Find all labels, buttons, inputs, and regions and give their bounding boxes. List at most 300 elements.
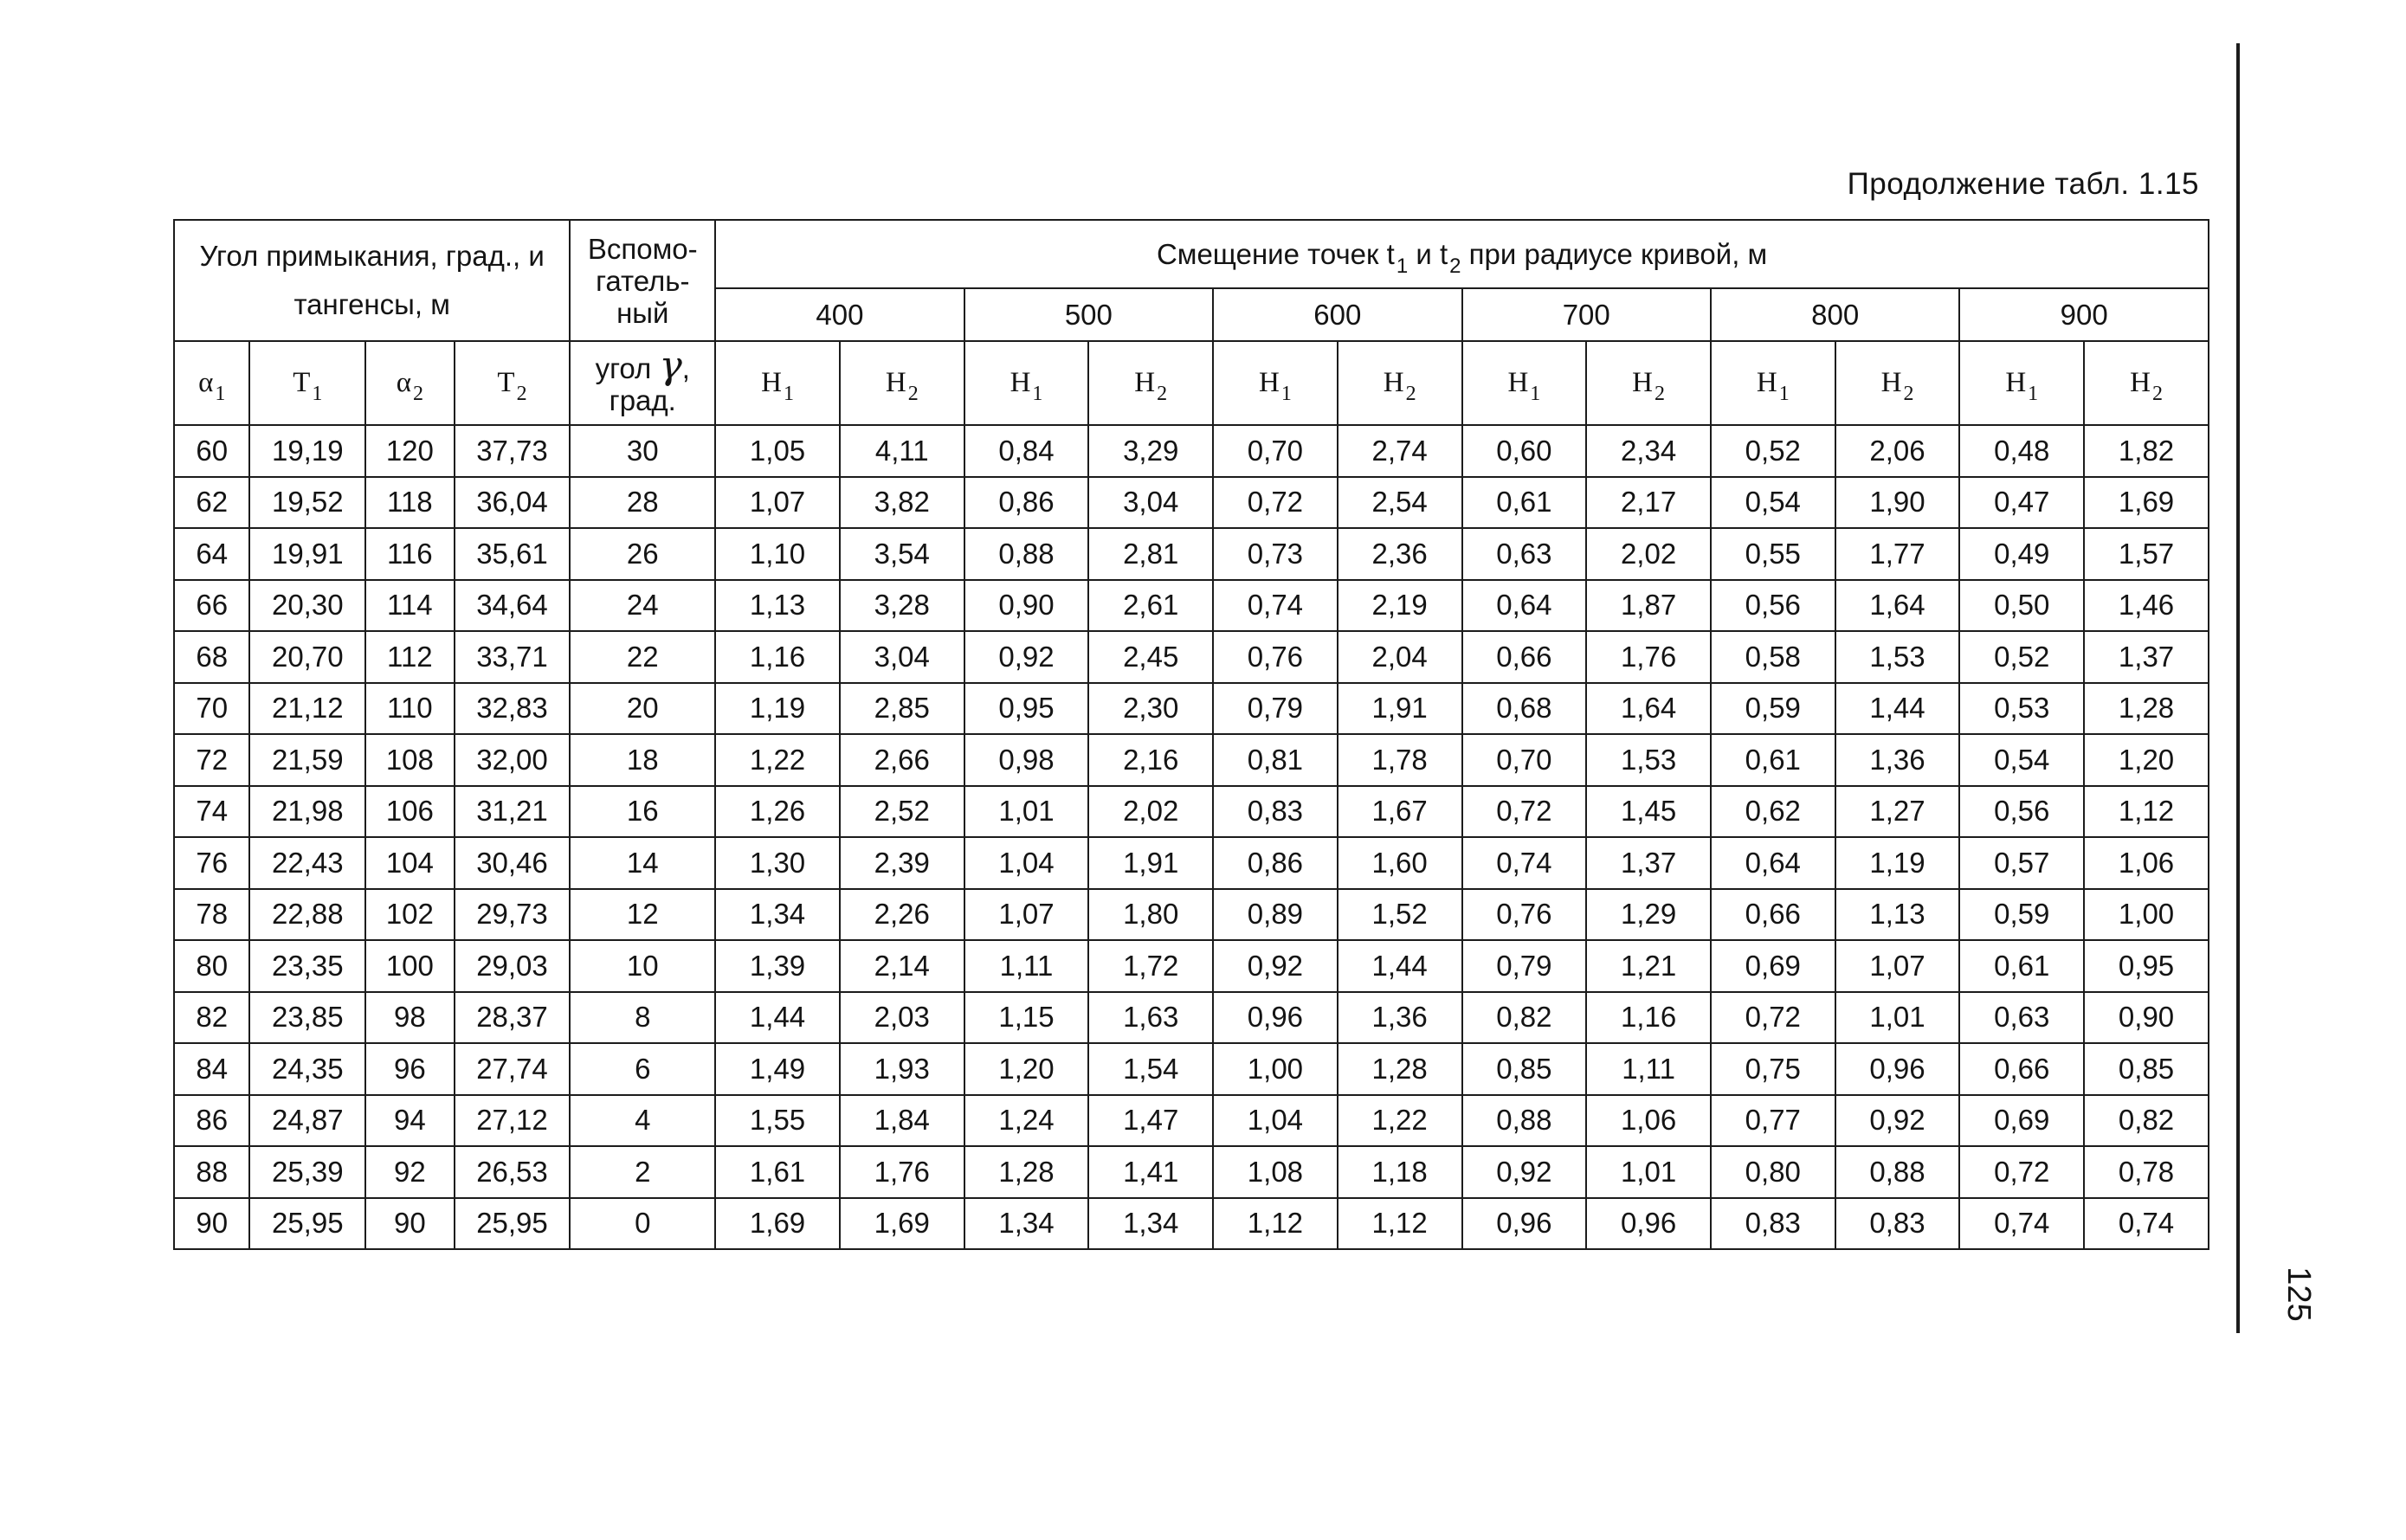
table-cell: 0,84	[964, 425, 1089, 477]
table-cell: 1,15	[964, 992, 1089, 1044]
table-cell: 0,92	[1835, 1095, 1960, 1147]
table-cell: 74	[174, 786, 249, 838]
table-cell: 0,79	[1213, 683, 1338, 735]
table-cell: 0,59	[1959, 889, 2084, 941]
table-cell: 3,28	[840, 580, 964, 632]
table-cell: 108	[365, 734, 455, 786]
table-cell: 1,90	[1835, 477, 1960, 529]
table-cell: 19,19	[249, 425, 365, 477]
table-cell: 1,12	[1338, 1198, 1462, 1250]
table-cell: 0,85	[2084, 1043, 2209, 1095]
table-cell: 26	[570, 528, 715, 580]
table-cell: 21,12	[249, 683, 365, 735]
table-row	[174, 940, 2209, 992]
table-cell: 0,81	[1213, 734, 1338, 786]
table-cell: 1,52	[1338, 889, 1462, 941]
table-cell: 1,34	[715, 889, 840, 941]
table-cell: 24,87	[249, 1095, 365, 1147]
table-cell: 0,52	[1959, 631, 2084, 683]
table-cell: 1,28	[964, 1146, 1089, 1198]
table-cell: 23,35	[249, 940, 365, 992]
table-cell: 1,47	[1088, 1095, 1213, 1147]
table-cell: 1,36	[1835, 734, 1960, 786]
table-cell: 1,44	[715, 992, 840, 1044]
table-cell: 20	[570, 683, 715, 735]
col-h2-r400: $H_2$	[840, 341, 964, 425]
table-cell: 116	[365, 528, 455, 580]
table-cell: 1,07	[1835, 940, 1960, 992]
table-cell: 1,55	[715, 1095, 840, 1147]
table-cell: 0,69	[1711, 940, 1835, 992]
table-cell: 19,91	[249, 528, 365, 580]
table-cell: 0,64	[1711, 837, 1835, 889]
table-cell: 2,74	[1338, 425, 1462, 477]
table-cell: 0,92	[1213, 940, 1338, 992]
table-cell: 0,80	[1711, 1146, 1835, 1198]
col-h1-r500: $H_1$	[964, 341, 1089, 425]
radius-header: 800	[1711, 288, 1959, 341]
table-cell: 33,71	[455, 631, 571, 683]
table-cell: 1,41	[1088, 1146, 1213, 1198]
table-cell: 0,72	[1959, 1146, 2084, 1198]
table-cell: 82	[174, 992, 249, 1044]
table-cell: 86	[174, 1095, 249, 1147]
table-cell: 21,59	[249, 734, 365, 786]
table-cell: 32,83	[455, 683, 571, 735]
table-cell: 30	[570, 425, 715, 477]
radius-header: 900	[1959, 288, 2209, 341]
col-h1-r900: $H_1$	[1959, 341, 2084, 425]
gamma-symbol: γ	[659, 344, 682, 388]
table-row	[174, 477, 2209, 529]
table-cell: 0,52	[1711, 425, 1835, 477]
table-cell: 2,04	[1338, 631, 1462, 683]
table-cell: 106	[365, 786, 455, 838]
table-cell: 0,66	[1462, 631, 1587, 683]
table-cell: 0,85	[1462, 1043, 1587, 1095]
table-row	[174, 734, 2209, 786]
table-cell: 23,85	[249, 992, 365, 1044]
table-cell: 0,96	[1213, 992, 1338, 1044]
table-cell: 62	[174, 477, 249, 529]
col-h1-r600: $H_1$	[1213, 341, 1338, 425]
table-cell: 0,95	[964, 683, 1089, 735]
shift-title-b: при радиусе кривой, м	[1468, 237, 1768, 270]
table-cell: 1,53	[1586, 734, 1711, 786]
table-cell: 28,37	[455, 992, 571, 1044]
table-cell: 1,00	[2084, 889, 2209, 941]
table-cell: 1,12	[1213, 1198, 1338, 1250]
table-cell: 1,18	[1338, 1146, 1462, 1198]
col-h2-r600: $H_2$	[1338, 341, 1462, 425]
radius-header: 700	[1462, 288, 1711, 341]
table-row	[174, 528, 2209, 580]
table-cell: 16	[570, 786, 715, 838]
table-cell: 3,04	[1088, 477, 1213, 529]
table-cell: 27,12	[455, 1095, 571, 1147]
table-header	[174, 220, 2209, 425]
radius-header: 500	[964, 288, 1213, 341]
table-cell: 1,84	[840, 1095, 964, 1147]
table-cell: 0,83	[1835, 1198, 1960, 1250]
table-cell: 2,54	[1338, 477, 1462, 529]
table-cell: 1,87	[1586, 580, 1711, 632]
table-cell: 90	[365, 1198, 455, 1250]
col-alpha2: $\alpha_2$	[365, 341, 455, 425]
table-cell: 1,37	[1586, 837, 1711, 889]
table-row	[174, 425, 2209, 477]
table-cell: 0,66	[1711, 889, 1835, 941]
table-cell: 0,79	[1462, 940, 1587, 992]
table-cell: 0,62	[1711, 786, 1835, 838]
table-cell: 1,76	[1586, 631, 1711, 683]
table-cell: 22,43	[249, 837, 365, 889]
table-cell: 18	[570, 734, 715, 786]
table-cell: 1,01	[1835, 992, 1960, 1044]
table-cell: 2,17	[1586, 477, 1711, 529]
shift-and: и	[1416, 237, 1432, 270]
table-row	[174, 1043, 2209, 1095]
table-cell: 0,77	[1711, 1095, 1835, 1147]
table-cell: 1,34	[964, 1198, 1089, 1250]
table-cell: 0,69	[1959, 1095, 2084, 1147]
table-cell: 0,86	[964, 477, 1089, 529]
table-cell: 1,27	[1835, 786, 1960, 838]
table-cell: 1,49	[715, 1043, 840, 1095]
radius-header: 400	[715, 288, 964, 341]
table-cell: 1,10	[715, 528, 840, 580]
table-cell: 0,68	[1462, 683, 1587, 735]
table-cell: 76	[174, 837, 249, 889]
table-cell: 0,60	[1462, 425, 1587, 477]
table-cell: 36,04	[455, 477, 571, 529]
table-cell: 28	[570, 477, 715, 529]
col-h2-r500: $H_2$	[1088, 341, 1213, 425]
table-cell: 1,60	[1338, 837, 1462, 889]
table-cell: 0,98	[964, 734, 1089, 786]
table-cell: 19,52	[249, 477, 365, 529]
table-cell: 1,77	[1835, 528, 1960, 580]
shift-t2: $t_2$	[1439, 237, 1461, 278]
radius-header: 600	[1213, 288, 1461, 341]
table-cell: 24	[570, 580, 715, 632]
table-cell: 30,46	[455, 837, 571, 889]
table-cell: 1,07	[715, 477, 840, 529]
table-cell: 1,93	[840, 1043, 964, 1095]
table-cell: 1,69	[715, 1198, 840, 1250]
table-cell: 0,50	[1959, 580, 2084, 632]
table-cell: 1,01	[1586, 1146, 1711, 1198]
table-cell: 2,34	[1586, 425, 1711, 477]
table-cell: 0,92	[964, 631, 1089, 683]
table-cell: 1,22	[715, 734, 840, 786]
table-cell: 2,14	[840, 940, 964, 992]
table-cell: 100	[365, 940, 455, 992]
table-cell: 2,06	[1835, 425, 1960, 477]
table-cell: 1,29	[1586, 889, 1711, 941]
table-cell: 1,06	[1586, 1095, 1711, 1147]
table-cell: 1,11	[964, 940, 1089, 992]
table-cell: 1,37	[2084, 631, 2209, 683]
table-cell: 88	[174, 1146, 249, 1198]
table-cell: 1,67	[1338, 786, 1462, 838]
table-cell: 1,11	[1586, 1043, 1711, 1095]
table-cell: 1,26	[715, 786, 840, 838]
table-cell: 1,30	[715, 837, 840, 889]
table-cell: 2,02	[1586, 528, 1711, 580]
table-cell: 4	[570, 1095, 715, 1147]
table-cell: 2,30	[1088, 683, 1213, 735]
table-cell: 0,72	[1711, 992, 1835, 1044]
table-cell: 0,78	[2084, 1146, 2209, 1198]
col-h1-r800: $H_1$	[1711, 341, 1835, 425]
table-cell: 29,73	[455, 889, 571, 941]
table-cell: 1,22	[1338, 1095, 1462, 1147]
table-cell: 64	[174, 528, 249, 580]
page-number: 125	[2280, 1266, 2317, 1322]
table-cell: 1,20	[2084, 734, 2209, 786]
table-cell: 0,61	[1959, 940, 2084, 992]
table-cell: 3,54	[840, 528, 964, 580]
table-cell: 90	[174, 1198, 249, 1250]
table-row	[174, 992, 2209, 1044]
table-cell: 25,95	[455, 1198, 571, 1250]
table-cell: 1,44	[1835, 683, 1960, 735]
col-alpha1: $\alpha_1$	[174, 341, 249, 425]
table-cell: 3,29	[1088, 425, 1213, 477]
table-cell: 0,96	[1462, 1198, 1587, 1250]
table-cell: 0,82	[2084, 1095, 2209, 1147]
table-body	[174, 425, 2209, 1249]
table-cell: 0,61	[1711, 734, 1835, 786]
table-cell: 34,64	[455, 580, 571, 632]
table-cell: 1,07	[964, 889, 1089, 941]
table-row	[174, 580, 2209, 632]
table-cell: 0,82	[1462, 992, 1587, 1044]
table-cell: 0,83	[1711, 1198, 1835, 1250]
table-cell: 1,54	[1088, 1043, 1213, 1095]
table-cell: 1,19	[1835, 837, 1960, 889]
table-cell: 118	[365, 477, 455, 529]
angle-tangent-header: Угол примыкания, град., и тангенсы, м	[174, 220, 570, 341]
table-cell: 0,64	[1462, 580, 1587, 632]
table-cell: 32,00	[455, 734, 571, 786]
table-cell: 1,06	[2084, 837, 2209, 889]
table-cell: 2,45	[1088, 631, 1213, 683]
table-cell: 20,70	[249, 631, 365, 683]
table-cell: 0,47	[1959, 477, 2084, 529]
table-row	[174, 1095, 2209, 1147]
table-cell: 0,89	[1213, 889, 1338, 941]
table-cell: 72	[174, 734, 249, 786]
table-cell: 1,34	[1088, 1198, 1213, 1250]
table-cell: 10	[570, 940, 715, 992]
table-row	[174, 1198, 2209, 1250]
table-cell: 2,26	[840, 889, 964, 941]
table-cell: 0,54	[1711, 477, 1835, 529]
table-cell: 25,95	[249, 1198, 365, 1250]
table-cell: 1,19	[715, 683, 840, 735]
table-cell: 22	[570, 631, 715, 683]
table-cell: 6	[570, 1043, 715, 1095]
page-margin-rule	[2236, 43, 2240, 1333]
table-cell: 0,63	[1959, 992, 2084, 1044]
table-cell: 98	[365, 992, 455, 1044]
table-cell: 1,53	[1835, 631, 1960, 683]
table-cell: 0,96	[1835, 1043, 1960, 1095]
table-cell: 2,39	[840, 837, 964, 889]
table-cell: 2,81	[1088, 528, 1213, 580]
table-cell: 1,61	[715, 1146, 840, 1198]
table-cell: 84	[174, 1043, 249, 1095]
table-cell: 92	[365, 1146, 455, 1198]
table-cell: 2,16	[1088, 734, 1213, 786]
table-cell: 0,57	[1959, 837, 2084, 889]
table-cell: 94	[365, 1095, 455, 1147]
table-cell: 0,63	[1462, 528, 1587, 580]
col-t1: $T_1$	[249, 341, 365, 425]
table-cell: 1,44	[1338, 940, 1462, 992]
table-cell: 1,82	[2084, 425, 2209, 477]
table-cell: 1,46	[2084, 580, 2209, 632]
table-cell: 3,82	[840, 477, 964, 529]
table-cell: 1,69	[840, 1198, 964, 1250]
table-cell: 66	[174, 580, 249, 632]
table-cell: 0,76	[1213, 631, 1338, 683]
table-row	[174, 631, 2209, 683]
table-cell: 1,13	[1835, 889, 1960, 941]
aux-angle-header-top: Вспомо- гатель- ный	[570, 220, 715, 341]
table-cell: 1,76	[840, 1146, 964, 1198]
table-cell: 2,02	[1088, 786, 1213, 838]
table-cell: 2,52	[840, 786, 964, 838]
shift-header	[715, 220, 2209, 288]
table-cell: 3,04	[840, 631, 964, 683]
table-cell: 1,28	[1338, 1043, 1462, 1095]
table-cell: 78	[174, 889, 249, 941]
table-cell: 27,74	[455, 1043, 571, 1095]
table-cell: 0,96	[1586, 1198, 1711, 1250]
table-cell: 12	[570, 889, 715, 941]
table-cell: 1,04	[964, 837, 1089, 889]
table-cell: 0,88	[964, 528, 1089, 580]
table-cell: 4,11	[840, 425, 964, 477]
table-cell: 37,73	[455, 425, 571, 477]
table-cell: 24,35	[249, 1043, 365, 1095]
table-cell: 0	[570, 1198, 715, 1250]
table-caption: Продолжение табл. 1.15	[1847, 167, 2199, 201]
table-cell: 1,64	[1835, 580, 1960, 632]
table-cell: 2,66	[840, 734, 964, 786]
col-h1-r700: $H_1$	[1462, 341, 1587, 425]
table-cell: 8	[570, 992, 715, 1044]
table-cell: 2,03	[840, 992, 964, 1044]
table-cell: 25,39	[249, 1146, 365, 1198]
table-cell: 1,16	[715, 631, 840, 683]
table-cell: 20,30	[249, 580, 365, 632]
table-cell: 0,92	[1462, 1146, 1587, 1198]
table-cell: 1,01	[964, 786, 1089, 838]
table-row	[174, 683, 2209, 735]
table-cell: 0,90	[964, 580, 1089, 632]
table-cell: 1,69	[2084, 477, 2209, 529]
table-cell: 0,90	[2084, 992, 2209, 1044]
table-cell: 1,36	[1338, 992, 1462, 1044]
table-cell: 0,74	[1462, 837, 1587, 889]
table-cell: 112	[365, 631, 455, 683]
table-cell: 1,20	[964, 1043, 1089, 1095]
table-cell: 0,53	[1959, 683, 2084, 735]
table-cell: 1,28	[2084, 683, 2209, 735]
offset-table	[173, 219, 2209, 1250]
table-cell: 1,12	[2084, 786, 2209, 838]
table-cell: 0,88	[1835, 1146, 1960, 1198]
table-cell: 1,39	[715, 940, 840, 992]
table-cell: 0,72	[1213, 477, 1338, 529]
table-cell: 0,55	[1711, 528, 1835, 580]
table-cell: 1,08	[1213, 1146, 1338, 1198]
col-h2-r900: $H_2$	[2084, 341, 2209, 425]
shift-title-a: Смещение точек	[1156, 237, 1379, 270]
table-cell: 1,57	[2084, 528, 2209, 580]
table-cell: 0,56	[1959, 786, 2084, 838]
table-cell: 80	[174, 940, 249, 992]
table-cell: 1,24	[964, 1095, 1089, 1147]
table-cell: 110	[365, 683, 455, 735]
table-cell: 0,61	[1462, 477, 1587, 529]
table-cell: 26,53	[455, 1146, 571, 1198]
table-cell: 1,05	[715, 425, 840, 477]
table-row	[174, 1146, 2209, 1198]
table-cell: 60	[174, 425, 249, 477]
table-cell: 31,21	[455, 786, 571, 838]
table-cell: 68	[174, 631, 249, 683]
table-cell: 0,76	[1462, 889, 1587, 941]
table-cell: 0,59	[1711, 683, 1835, 735]
col-h1-r400: $H_1$	[715, 341, 840, 425]
table-cell: 2,19	[1338, 580, 1462, 632]
table-cell: 0,95	[2084, 940, 2209, 992]
table-cell: 120	[365, 425, 455, 477]
table-cell: 0,75	[1711, 1043, 1835, 1095]
table-cell: 1,91	[1338, 683, 1462, 735]
table-cell: 70	[174, 683, 249, 735]
table-cell: 1,16	[1586, 992, 1711, 1044]
table-cell: 0,49	[1959, 528, 2084, 580]
table-cell: 0,86	[1213, 837, 1338, 889]
table-cell: 0,73	[1213, 528, 1338, 580]
table-cell: 1,04	[1213, 1095, 1338, 1147]
table-row	[174, 889, 2209, 941]
table-cell: 114	[365, 580, 455, 632]
table-cell: 0,83	[1213, 786, 1338, 838]
table-cell: 1,00	[1213, 1043, 1338, 1095]
table-cell: 0,74	[1213, 580, 1338, 632]
table-row	[174, 786, 2209, 838]
table-cell: 29,03	[455, 940, 571, 992]
table-cell: 104	[365, 837, 455, 889]
table-cell: 21,98	[249, 786, 365, 838]
table-row	[174, 837, 2209, 889]
table-cell: 14	[570, 837, 715, 889]
aux-angle-header-bottom: угол γ, град.	[570, 341, 715, 425]
table-cell: 0,66	[1959, 1043, 2084, 1095]
table-cell: 35,61	[455, 528, 571, 580]
table-cell: 1,63	[1088, 992, 1213, 1044]
table-cell: 2,85	[840, 683, 964, 735]
table-cell: 1,80	[1088, 889, 1213, 941]
table-cell: 96	[365, 1043, 455, 1095]
